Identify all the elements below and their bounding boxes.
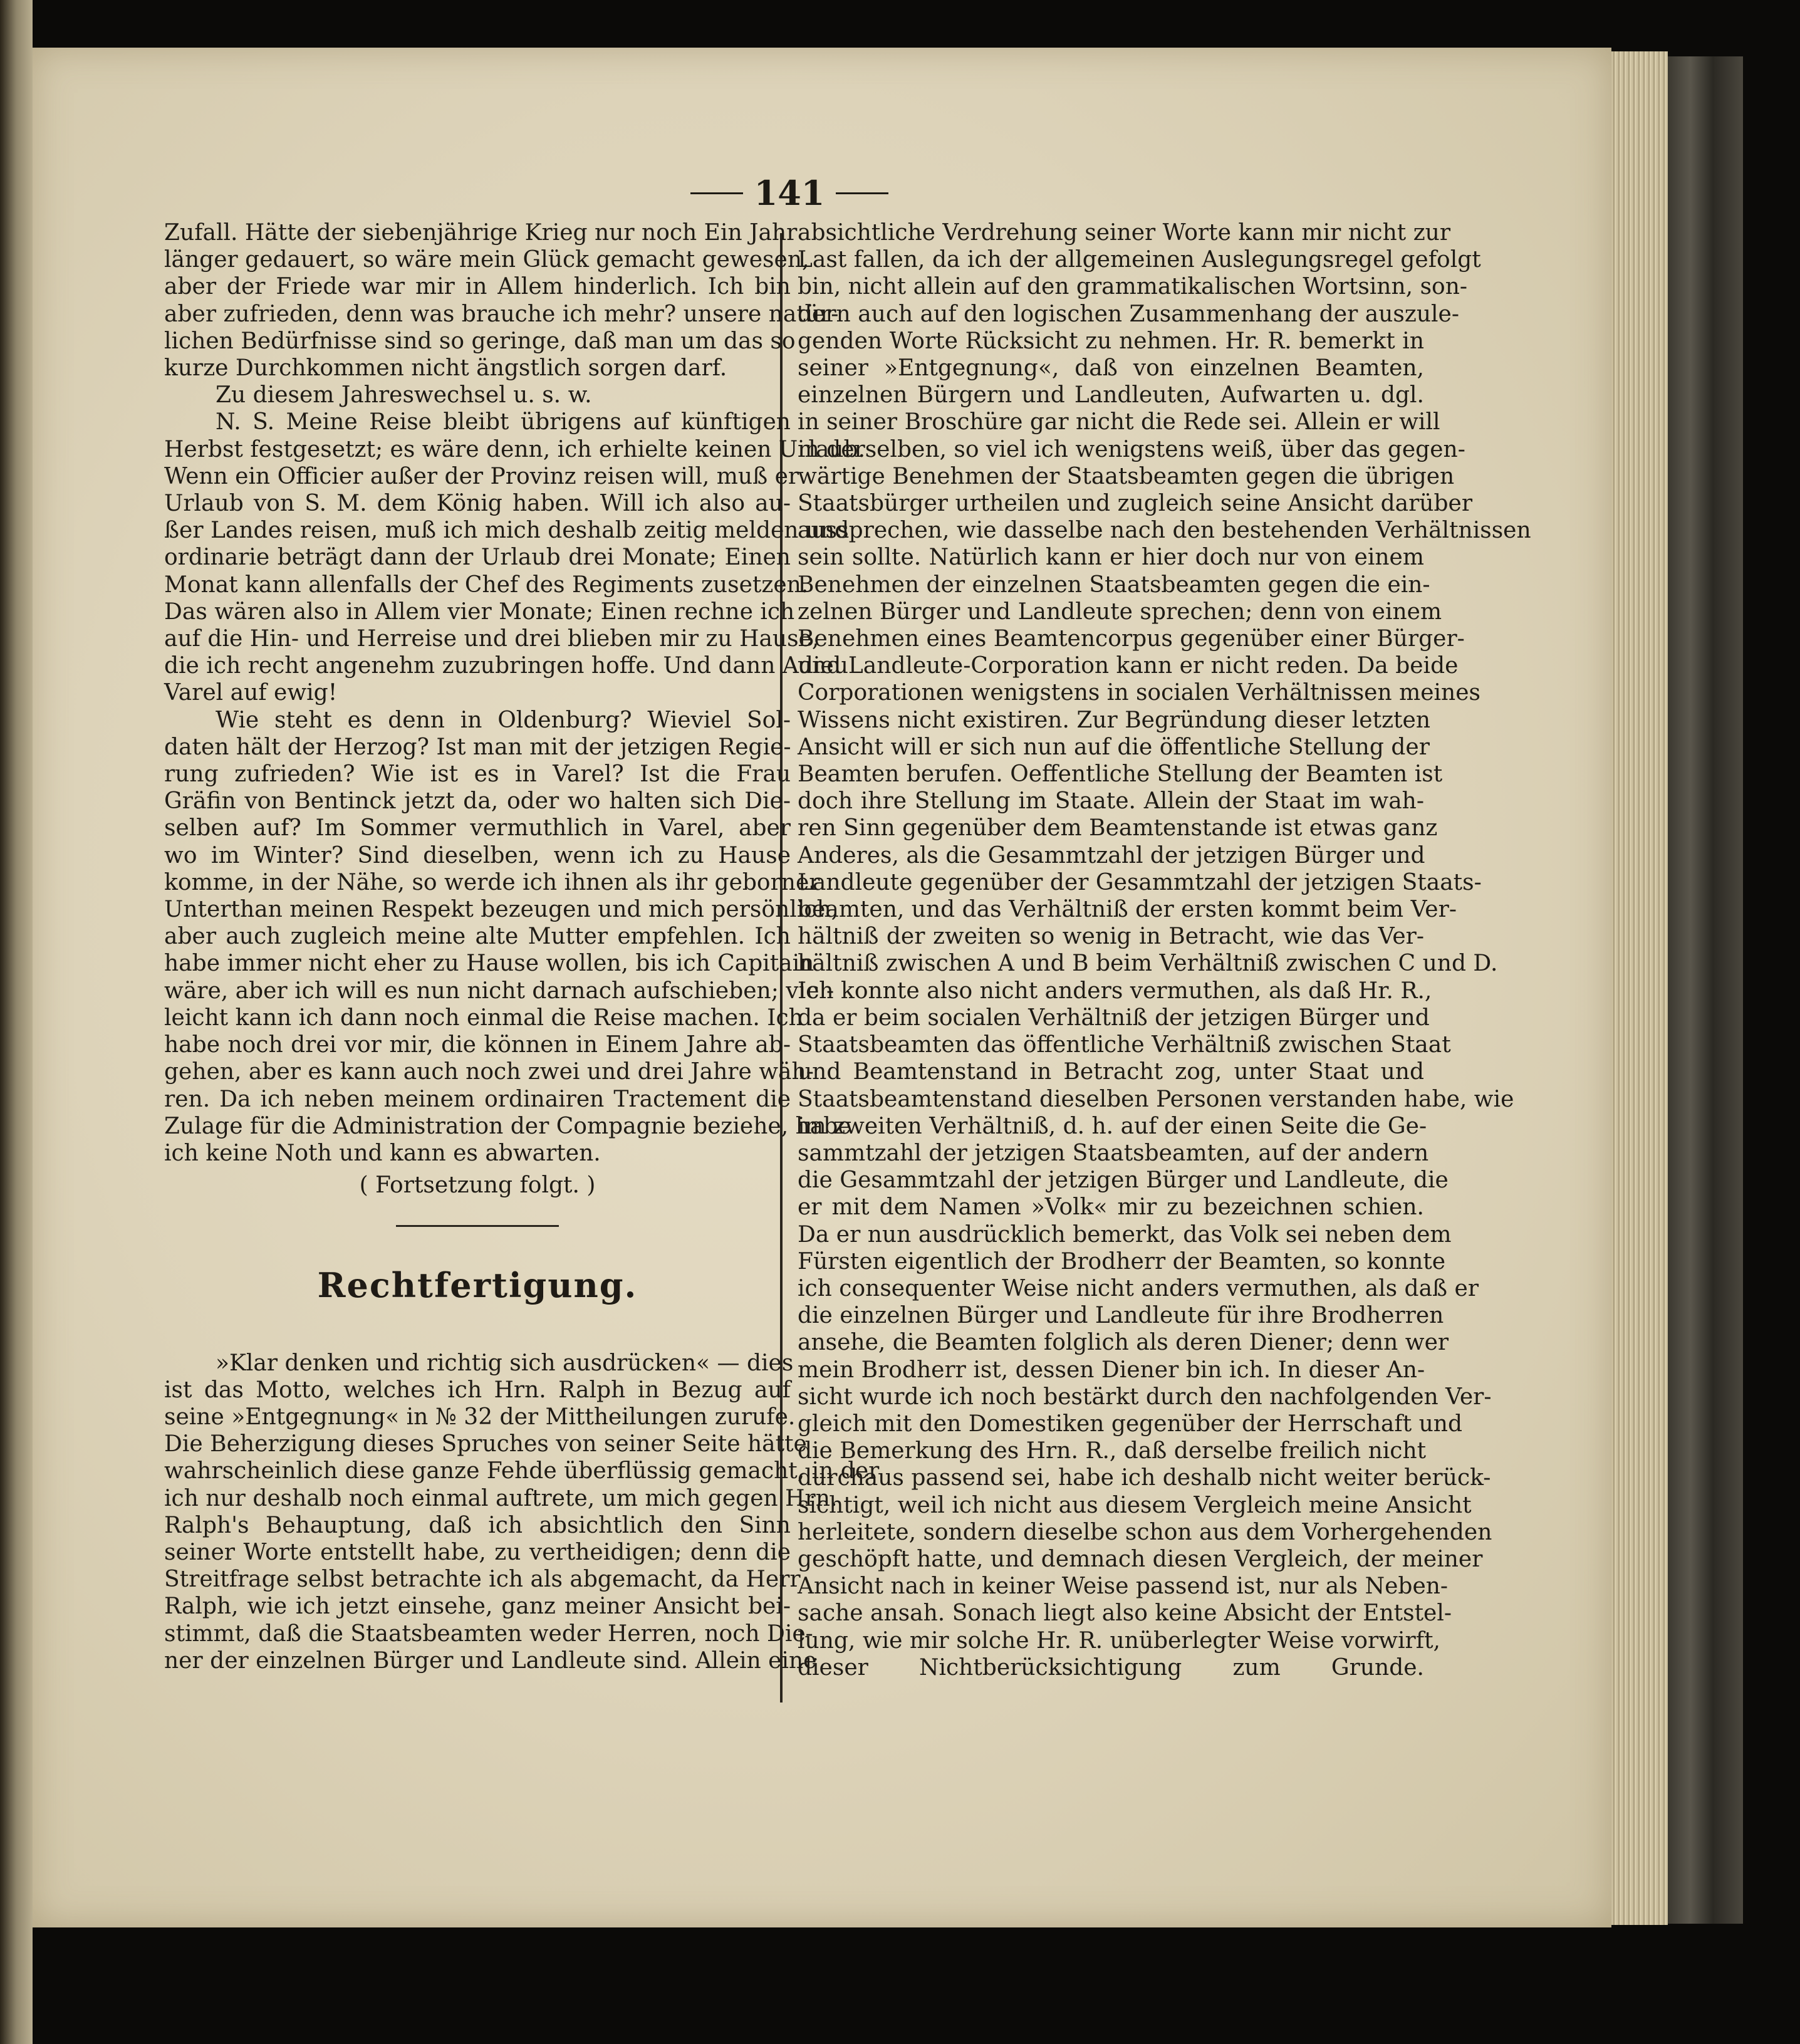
text-line: Das wären also in Allem vier Monate; Einen rechne ich	[164, 598, 795, 625]
text-line: Staatsbeamtenstand dieselben Personen verstanden habe, wie	[798, 1086, 1514, 1112]
text-line: ist das Motto, welches ich Hrn. Ralph in Bezug auf	[164, 1377, 791, 1403]
text-line: dieser Nichtberücksichtigung zum Grunde.	[798, 1654, 1424, 1681]
article-continuation	[798, 219, 1531, 1681]
text-line: im zweiten Verhältniß, d. h. auf der einen Seite die Ge-	[798, 1113, 1427, 1139]
text-line: gleich mit den Domestiken gegenüber der Herrschaft und	[798, 1410, 1463, 1437]
text-line: auf die Hin- und Herreise und drei blieben mir zu Hause,	[164, 626, 819, 652]
text-line: Corporationen wenigstens in socialen Verhältnissen meines	[798, 680, 1481, 706]
text-line: komme, in der Nähe, so werde ich ihnen als ihr geborner	[164, 869, 820, 895]
text-line: ßer Landes reisen, muß ich mich deshalb zeitig melden und	[164, 518, 850, 544]
text-line: Monat kann allenfalls der Chef des Regiments zusetzen.	[164, 571, 809, 598]
text-line: Fürsten eigentlich der Brodherr der Beamten, so konnte	[798, 1248, 1446, 1275]
text-line: er mit dem Namen »Volk« mir zu bezeichnen schien.	[798, 1194, 1424, 1221]
text-line: gehen, aber es kann auch noch zwei und drei Jahre wäh-	[164, 1059, 814, 1085]
text-line: selben auf? Im Sommer vermuthlich in Varel, aber	[164, 815, 791, 842]
text-line: seiner Worte entstellt habe, zu vertheidigen; denn die	[164, 1539, 791, 1565]
text-line: ich keine Noth und kann es abwarten.	[164, 1140, 601, 1166]
text-line: dern auch auf den logischen Zusammenhang der auszule-	[798, 301, 1460, 327]
text-line: herleitete, sondern dieselbe schon aus dem Vorhergehenden	[798, 1519, 1492, 1545]
book-binding	[1668, 56, 1743, 1924]
text-line: absichtliche Verdrehung seiner Worte kann mir nicht zur	[798, 220, 1451, 246]
text-line: habe immer nicht eher zu Hause wollen, bis ich Capitain	[164, 951, 814, 977]
text-line: Wenn ein Officier außer der Provinz reisen will, muß er	[164, 463, 799, 489]
text-line: habe noch drei vor mir, die können in Einem Jahre ab-	[164, 1032, 791, 1058]
text-line: ren. Da ich neben meinem ordinairen Tractement die	[164, 1086, 791, 1112]
text-line: Unterthan meinen Respekt bezeugen und mich persönlich,	[164, 897, 839, 923]
text-line: N. S. Meine Reise bleibt übrigens auf künftigen	[216, 409, 791, 435]
right-column	[798, 219, 1531, 1681]
header-rule-left	[690, 192, 743, 194]
text-line: Zufall. Hätte der siebenjährige Krieg nur noch Ein Jahr	[164, 220, 798, 246]
text-line: ner der einzelnen Bürger und Landleute sind. Allein eine	[164, 1647, 817, 1674]
text-line: Wie steht es denn in Oldenburg? Wieviel Sol-	[216, 707, 791, 733]
text-line: ich nur deshalb noch einmal auftrete, um mich gegen Hrn.	[164, 1485, 838, 1511]
page-header	[664, 168, 915, 218]
text-line: sicht wurde ich noch bestärkt durch den nachfolgenden Ver-	[798, 1384, 1492, 1410]
text-line: rung zufrieden? Wie ist es in Varel? Ist die Frau	[164, 761, 791, 788]
text-line: doch ihre Stellung im Staate. Allein der Staat im wah-	[798, 788, 1424, 815]
continued-note: ( Fortsetzung folgt. )	[359, 1172, 596, 1199]
text-line: Anderes, als die Gesammtzahl der jetzigen Bürger und	[798, 842, 1425, 868]
text-line: »Klar denken und richtig sich ausdrücken« — dies	[216, 1350, 794, 1376]
text-line: genden Worte Rücksicht zu nehmen. Hr. R. bemerkt in	[798, 328, 1424, 354]
text-line: Landleute gegenüber der Gesammtzahl der jetzigen Staats-	[798, 869, 1482, 895]
text-line: zelnen Bürger und Landleute sprechen; denn von einem	[798, 598, 1442, 625]
text-line: Ralph, wie ich jetzt einsehe, ganz meiner Ansicht bei-	[164, 1593, 791, 1620]
text-line: sammtzahl der jetzigen Staatsbeamten, auf der andern	[798, 1140, 1429, 1166]
text-line: aussprechen, wie dasselbe nach den bestehenden Verhältnissen	[798, 518, 1531, 544]
text-line: seine »Entgegnung« in № 32 der Mittheilungen zurufe.	[164, 1404, 796, 1430]
text-line: Die Beherzigung dieses Spruches von seiner Seite hätte	[164, 1431, 807, 1457]
text-line: Staatsbeamten das öffentliche Verhältniß zwischen Staat	[798, 1032, 1451, 1058]
text-line: mein Brodherr ist, dessen Diener bin ich. In dieser An-	[798, 1357, 1425, 1383]
text-line: kurze Durchkommen nicht ängstlich sorgen darf.	[164, 355, 727, 382]
text-line: ren Sinn gegenüber dem Beamtenstande ist etwas ganz	[798, 815, 1438, 842]
text-line: sache ansah. Sonach liegt also keine Absicht der Entstel-	[798, 1600, 1452, 1627]
text-line: in derselben, so viel ich wenigstens weiß, über das gegen-	[798, 436, 1465, 462]
text-line: aber zufrieden, denn was brauche ich mehr? unsere natür-	[164, 301, 839, 327]
text-line: die Gesammtzahl der jetzigen Bürger und Landleute, die	[798, 1167, 1449, 1194]
text-line: Staatsbürger urtheilen und zugleich seine Ansicht darüber	[798, 491, 1473, 517]
text-line: stimmt, daß die Staatsbeamten weder Herren, noch Die-	[164, 1620, 813, 1647]
text-line: durchaus passend sei, habe ich deshalb nicht weiter berück-	[798, 1465, 1491, 1491]
header-rule-right	[836, 192, 888, 194]
letter-continuation	[164, 219, 866, 1167]
text-line: in seiner Broschüre gar nicht die Rede sei. Allein er will	[798, 409, 1440, 435]
text-line: geschöpft hatte, und demnach diesen Vergleich, der meiner	[798, 1546, 1483, 1572]
text-line: Ich konnte also nicht anders vermuthen, als daß Hr. R.,	[798, 978, 1432, 1004]
text-line: leicht kann ich dann noch einmal die Reise machen. Ich	[164, 1004, 803, 1031]
page-number: 141	[754, 173, 825, 213]
text-line: Benehmen eines Beamtencorpus gegenüber einer Bürger-	[798, 626, 1465, 652]
text-line: Zu diesem Jahreswechsel u. s. w.	[216, 382, 592, 409]
text-line: wahrscheinlich diese ganze Fehde überflüssig gemacht, in der	[164, 1458, 880, 1484]
text-line: Wissens nicht existiren. Zur Begründung dieser letzten	[798, 707, 1431, 733]
text-line: Herbst festgesetzt; es wäre denn, ich erhielte keinen Urlaub.	[164, 436, 866, 462]
text-line: wärtige Benehmen der Staatsbeamten gegen die übrigen	[798, 463, 1455, 489]
section-separator	[396, 1225, 559, 1227]
text-line: länger gedauert, so wäre mein Glück gemacht gewesen,	[164, 247, 809, 273]
text-line: Ansicht will er sich nun auf die öffentliche Stellung der	[798, 734, 1430, 760]
text-line: ordinarie beträgt dann der Urlaub drei Monate; Einen	[164, 545, 791, 571]
text-line: Gräfin von Bentinck jetzt da, oder wo halten sich Die-	[164, 788, 791, 815]
text-line: Ansicht nach in keiner Weise passend ist, nur als Neben-	[798, 1573, 1449, 1600]
article-text	[164, 1350, 880, 1674]
text-line: hältniß der zweiten so wenig in Betracht, wie das Ver-	[798, 924, 1424, 950]
text-line: hältniß zwischen A und B beim Verhältniß zwischen C und D.	[798, 951, 1498, 977]
text-line: aber der Friede war mir in Allem hinderlich. Ich bin	[164, 274, 791, 300]
text-line: Da er nun ausdrücklich bemerkt, das Volk sei neben dem	[798, 1221, 1452, 1248]
text-line: ich consequenter Weise nicht anders vermuthen, als daß er	[798, 1275, 1479, 1301]
text-line: Zulage für die Administration der Compagnie beziehe, habe	[164, 1113, 851, 1139]
text-line: lung, wie mir solche Hr. R. unüberlegter Weise vorwirft,	[798, 1627, 1440, 1654]
text-line: seiner »Entgegnung«, daß von einzelnen Beamten,	[798, 355, 1424, 382]
text-line: lichen Bedürfnisse sind so geringe, daß man um das so	[164, 328, 796, 354]
text-line: die Bemerkung des Hrn. R., daß derselbe freilich nicht	[798, 1438, 1427, 1464]
text-line: einzelnen Bürgern und Landleuten, Aufwarten u. dgl.	[798, 382, 1424, 409]
text-line: beamten, und das Verhältniß der ersten kommt beim Ver-	[798, 897, 1457, 923]
text-line: wäre, aber ich will es nun nicht darnach aufschieben; viel-	[164, 978, 835, 1004]
text-line: da er beim socialen Verhältniß der jetzigen Bürger und	[798, 1004, 1430, 1031]
text-line: Beamten berufen. Oeffentliche Stellung der Beamten ist	[798, 761, 1443, 788]
text-line: bin, nicht allein auf den grammatikalischen Wortsinn, son-	[798, 274, 1468, 300]
text-line: sichtigt, weil ich nicht aus diesem Vergleich meine Ansicht	[798, 1492, 1472, 1518]
text-line: Streitfrage selbst betrachte ich als abgemacht, da Herr	[164, 1567, 801, 1593]
page-block-edges	[1611, 51, 1668, 1925]
text-line: und Landleute-Corporation kann er nicht reden. Da beide	[798, 653, 1459, 679]
text-line: und Beamtenstand in Betracht zog, unter Staat und	[798, 1059, 1424, 1085]
text-line: Last fallen, da ich der allgemeinen Auslegungsregel gefolgt	[798, 247, 1481, 273]
text-line: Benehmen der einzelnen Staatsbeamten gegen die ein-	[798, 571, 1430, 598]
text-line: die einzelnen Bürger und Landleute für ihre Brodherren	[798, 1303, 1444, 1329]
text-line: die ich recht angenehm zuzubringen hoffe. Und dann Adieu	[164, 653, 848, 679]
text-line: ansehe, die Beamten folglich als deren Diener; denn wer	[798, 1330, 1449, 1356]
text-line: wo im Winter? Sind dieselben, wenn ich zu Hause	[164, 842, 791, 868]
text-line: Urlaub von S. M. dem König haben. Will ich also au-	[164, 491, 791, 517]
previous-page-edge	[0, 0, 33, 2044]
section-title: Rechtfertigung.	[317, 1265, 638, 1306]
text-line: Varel auf ewig!	[164, 680, 338, 706]
left-column	[164, 219, 880, 1674]
text-line: Ralph's Behauptung, daß ich absichtlich den Sinn	[164, 1512, 791, 1538]
text-line: sein sollte. Natürlich kann er hier doch nur von einem	[798, 545, 1424, 571]
text-line: aber auch zugleich meine alte Mutter empfehlen. Ich	[164, 924, 791, 950]
text-line: daten hält der Herzog? Ist man mit der jetzigen Regie-	[164, 734, 791, 760]
